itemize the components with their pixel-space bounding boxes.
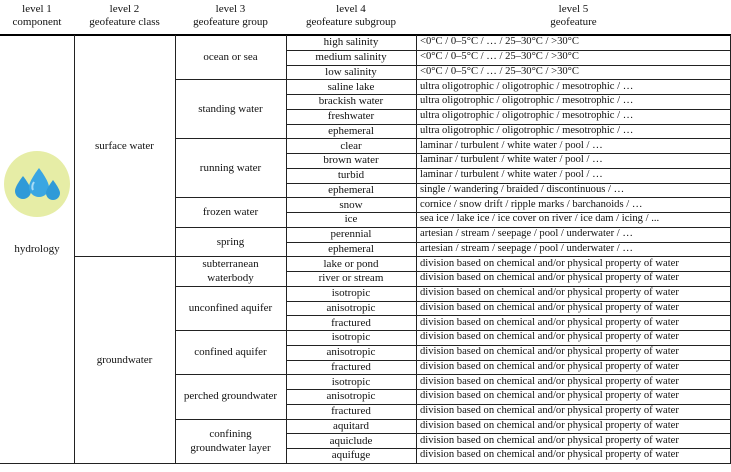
column-header <box>416 3 731 29</box>
column-header <box>175 3 286 29</box>
rule-line <box>286 227 731 228</box>
rule-line <box>286 212 731 213</box>
geofeature-subgroup-cell: fractured <box>331 360 371 373</box>
column-header-name: geofeature subgroup <box>305 16 397 28</box>
geofeature-group-label: perched groundwater <box>183 390 278 403</box>
geofeature-cell: division based on chemical and/or physical property of water <box>420 272 679 284</box>
geofeature-subgroup-cell: perennial <box>330 228 372 241</box>
column-divider <box>74 35 75 464</box>
column-header-level: level 1 <box>22 3 52 15</box>
geofeature-cell: division based on chemical and/or physical property of water <box>420 449 679 461</box>
geofeature-cell: <0°C / 0–5°C / … / 25–30°C / >30°C <box>420 51 579 63</box>
column-divider <box>286 35 287 464</box>
geofeature-subgroup-cell: turbid <box>337 169 365 182</box>
geofeature-cell: laminar / turbulent / white water / pool / … <box>420 154 603 166</box>
geofeature-subgroup-cell: freshwater <box>327 110 375 123</box>
geofeature-class-label: groundwater <box>96 353 153 366</box>
geofeature-cell: division based on chemical and/or physical property of water <box>420 360 679 372</box>
geofeature-cell: division based on chemical and/or physical property of water <box>420 346 679 358</box>
geofeature-cell: division based on chemical and/or physical property of water <box>420 287 679 299</box>
rule-line <box>286 242 731 243</box>
geofeature-group-label: running water <box>199 161 262 174</box>
geofeature-subgroup-cell: aquifuge <box>331 449 371 462</box>
rule-line <box>286 197 731 198</box>
geofeature-subgroup-cell: isotropic <box>331 375 371 388</box>
column-header-level: level 3 <box>215 3 246 15</box>
geofeature-cell: division based on chemical and/or physical property of water <box>420 390 679 402</box>
rule-line <box>286 419 731 420</box>
column-header <box>0 3 74 29</box>
geofeature-cell: sea ice / lake ice / ice cover on river / ice dam / icing / ... <box>420 213 660 225</box>
geofeature-subgroup-cell: ephemeral <box>328 183 374 196</box>
geofeature-cell: cornice / snow drift / ripple marks / barchanoids / … <box>420 198 643 210</box>
component-label: hydrology <box>14 242 60 255</box>
rule-line <box>286 109 731 110</box>
rule-line <box>286 374 731 375</box>
geofeature-subgroup-cell: fractured <box>331 316 371 329</box>
geofeature-cell: division based on chemical and/or physical property of water <box>420 257 679 269</box>
rule-line <box>286 79 731 80</box>
geofeature-cell: ultra oligotrophic / oligotrophic / mesotrophic / … <box>420 124 634 136</box>
geofeature-cell: laminar / turbulent / white water / pool / … <box>420 139 603 151</box>
geofeature-subgroup-cell: brown water <box>323 154 379 167</box>
geofeature-subgroup-cell: brackish water <box>318 95 384 108</box>
rule-line <box>286 286 731 287</box>
rule-line <box>286 50 731 51</box>
geofeature-subgroup-cell: anisotropic <box>326 301 376 314</box>
geofeature-cell: ultra oligotrophic / oligotrophic / mesotrophic / … <box>420 80 634 92</box>
rule-line <box>286 330 731 331</box>
geofeature-subgroup-cell: clear <box>340 139 362 152</box>
rule-line <box>286 153 731 154</box>
rule-line <box>286 256 731 257</box>
geofeature-cell: division based on chemical and/or physical property of water <box>420 434 679 446</box>
geofeature-cell: <0°C / 0–5°C / … / 25–30°C / >30°C <box>420 65 579 77</box>
geofeature-group-label: confined aquifer <box>194 346 267 359</box>
rule-line <box>286 65 731 66</box>
geofeature-subgroup-cell: ice <box>344 213 358 226</box>
column-header <box>74 3 175 29</box>
rule-line <box>286 301 731 302</box>
rule-line <box>286 168 731 169</box>
geofeature-cell: division based on chemical and/or physical property of water <box>420 405 679 417</box>
geofeature-group-label: standing water <box>198 102 263 115</box>
column-header-level: level 5 <box>558 3 589 15</box>
column-divider <box>175 35 176 464</box>
geofeature-group-label: subterranean waterbody <box>202 258 259 284</box>
rule-line <box>286 448 731 449</box>
geofeature-cell: single / wandering / braided / discontinuous / … <box>420 183 625 195</box>
rule-line <box>286 183 731 184</box>
geofeature-subgroup-cell: anisotropic <box>326 390 376 403</box>
rule-line <box>286 404 731 405</box>
geofeature-cell: ultra oligotrophic / oligotrophic / mesotrophic / … <box>420 110 634 122</box>
geofeature-subgroup-cell: snow <box>339 198 363 211</box>
geofeature-subgroup-cell: aquiclude <box>329 434 373 447</box>
geofeature-subgroup-cell: fractured <box>331 405 371 418</box>
column-divider <box>416 35 417 464</box>
geofeature-subgroup-cell: low salinity <box>325 65 377 78</box>
geofeature-cell: division based on chemical and/or physical property of water <box>420 316 679 328</box>
rule-line <box>286 94 731 95</box>
geofeature-subgroup-cell: isotropic <box>331 287 371 300</box>
water-drops-icon <box>3 150 71 218</box>
column-header-name: geofeature group <box>193 16 268 28</box>
geofeature-group-label: confining groundwater layer <box>190 427 271 454</box>
geofeature-subgroup-cell: high salinity <box>323 36 379 49</box>
geofeature-subgroup-cell: isotropic <box>331 331 371 344</box>
geofeature-cell: division based on chemical and/or physical property of water <box>420 375 679 387</box>
geofeature-subgroup-cell: ephemeral <box>328 242 374 255</box>
geofeature-subgroup-cell: lake or pond <box>323 257 379 270</box>
geofeature-subgroup-cell: anisotropic <box>326 346 376 359</box>
rule-line <box>0 463 731 464</box>
column-header-name: component <box>12 16 62 28</box>
geofeature-subgroup-cell: medium salinity <box>315 51 387 64</box>
column-header-name: geofeature class <box>89 16 160 28</box>
geofeature-group-label: unconfined aquifer <box>188 301 273 314</box>
geofeature-group-label: frozen water <box>202 206 259 218</box>
geofeature-subgroup-cell: saline lake <box>327 80 375 93</box>
geofeature-cell: <0°C / 0–5°C / … / 25–30°C / >30°C <box>420 36 579 48</box>
geofeature-subgroup-cell: river or stream <box>318 272 384 285</box>
rule-line <box>286 389 731 390</box>
geofeature-subgroup-cell: ephemeral <box>328 124 374 137</box>
rule-line <box>286 124 731 125</box>
geofeature-cell: division based on chemical and/or physical property of water <box>420 301 679 313</box>
rule-line <box>286 271 731 272</box>
geofeature-cell: artesian / stream / seepage / pool / underwater / … <box>420 228 633 240</box>
rule-line <box>286 315 731 316</box>
geofeature-cell: artesian / stream / seepage / pool / underwater / … <box>420 242 633 254</box>
rule-line <box>286 138 731 139</box>
column-header-level: level 4 <box>336 3 366 15</box>
geofeature-cell: laminar / turbulent / white water / pool / … <box>420 169 603 181</box>
geofeature-class-label: surface water <box>95 139 154 152</box>
rule-line <box>286 345 731 346</box>
geofeature-group-label: ocean or sea <box>203 51 258 64</box>
geofeature-cell: division based on chemical and/or physical property of water <box>420 419 679 431</box>
rule-line <box>286 360 731 361</box>
geofeature-cell: division based on chemical and/or physical property of water <box>420 331 679 343</box>
geofeature-cell: ultra oligotrophic / oligotrophic / mesotrophic / … <box>420 95 634 107</box>
geofeature-subgroup-cell: aquitard <box>332 419 370 432</box>
column-header-level: level 2 <box>109 3 140 15</box>
column-header-name: geofeature <box>550 16 597 28</box>
rule-line <box>286 433 731 434</box>
geofeature-group-label: spring <box>216 235 245 248</box>
column-header <box>286 3 416 29</box>
